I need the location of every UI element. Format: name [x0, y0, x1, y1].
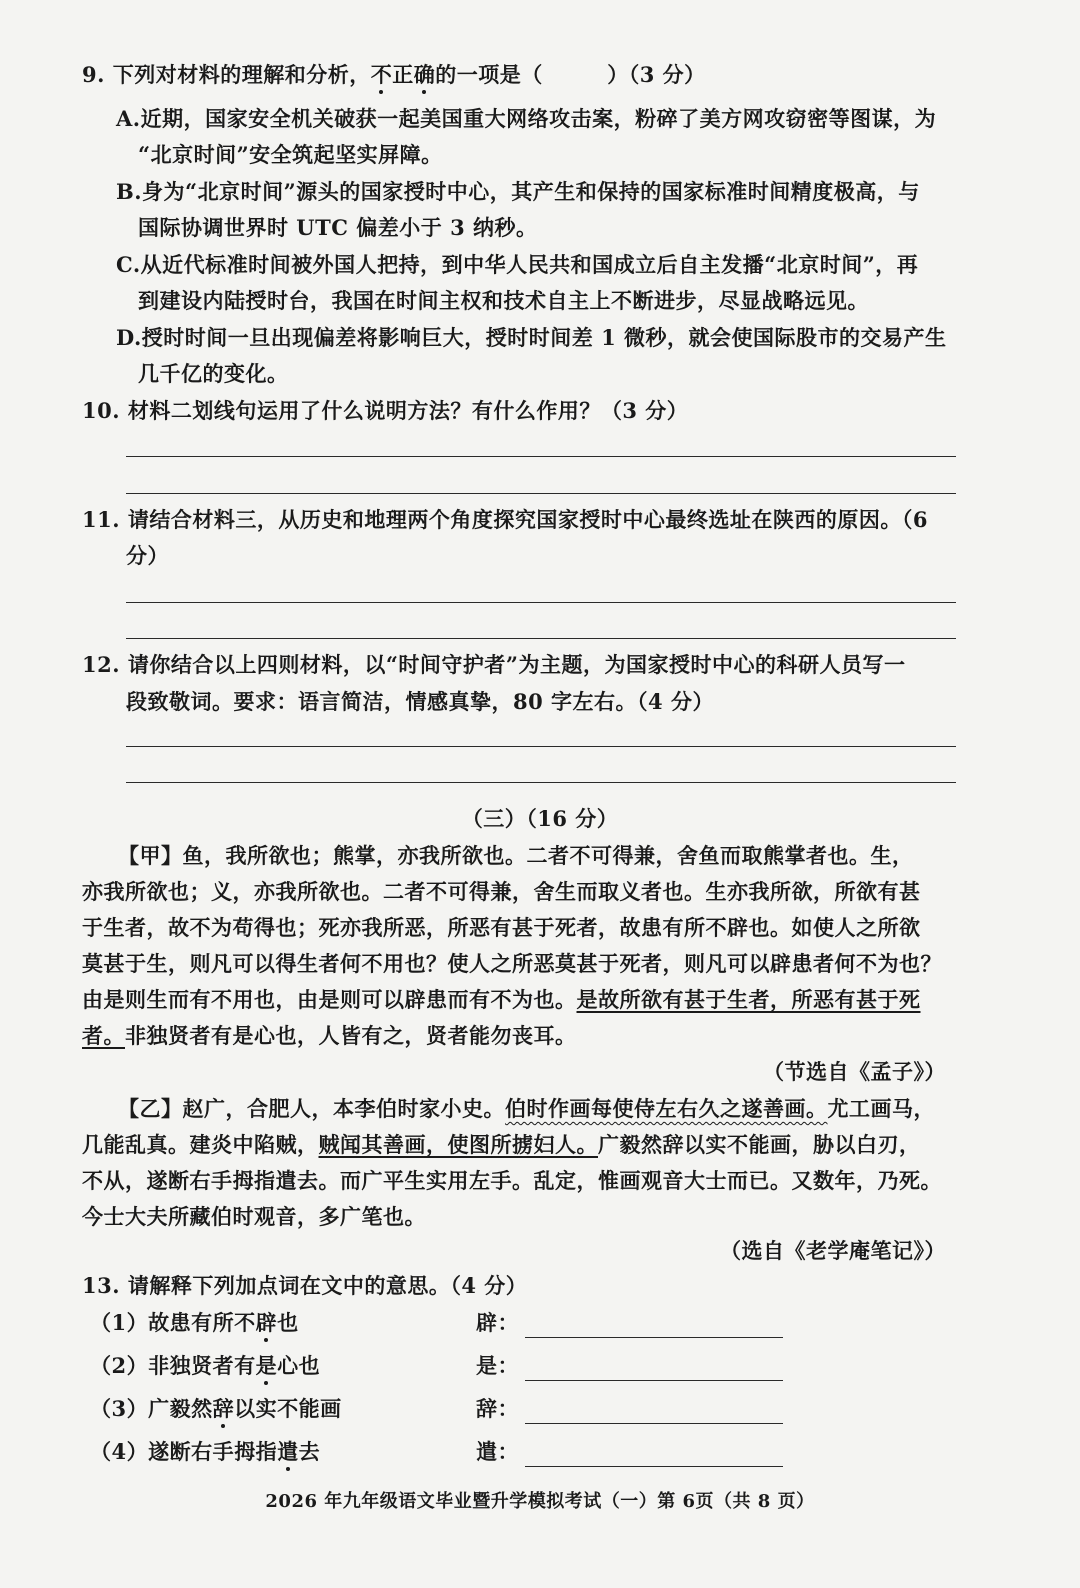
passage-text: 尤工画马， — [827, 1096, 935, 1121]
q9-stem — [82, 60, 706, 90]
q9-option-b-cont: 国际协调世界时 UTC 偏差小于 3 纳秒。 — [138, 215, 538, 240]
q10-stem: 10. 材料二划线句运用了什么说明方法？有什么作用？（3 分） — [82, 398, 689, 423]
answer-line[interactable] — [126, 638, 956, 639]
q12-stem-cont: 段致敬词。要求：语言简洁，情感真挚，80 字左右。（4 分） — [126, 689, 714, 714]
passage-yi-source: （选自《老学庵笔记》） — [720, 1238, 946, 1263]
passage-jia-line: 亦我所欲也；义，亦我所欲也。二者不可得兼，舍生而取义者也。生亦我所欲，所欲有甚 — [82, 879, 921, 904]
q13-answer — [476, 1394, 783, 1424]
q9-option-c: C.从近代标准时间被外国人把持，到中华人民共和国成立后自主发播“北京时间”，再 — [116, 252, 919, 277]
emphasis-dot-char: 是 — [256, 1351, 278, 1381]
emphasis-dot-char: 遣 — [277, 1437, 299, 1467]
q13-item-text: （3）广毅然 — [90, 1396, 213, 1421]
answer-blank[interactable] — [525, 1315, 783, 1338]
q9-option-b: B.身为“北京时间”源头的国家授时中心，其产生和保持的国家标准时间精度极高，与 — [116, 179, 920, 204]
passage-jia-line — [82, 1021, 577, 1051]
q13-item-text: 也 — [277, 1310, 299, 1335]
q13-item-text: 去 — [298, 1439, 321, 1464]
passage-jia-line: 莫甚于生，则凡可以得生者何不用也？使人之所恶莫甚于死者，则凡可以辟患者何不为也？ — [82, 951, 942, 976]
q11-stem-cont: 分） — [126, 543, 169, 568]
emphasis-dot-char: 确 — [414, 60, 436, 90]
q9-stem-text: 的一项是（ ）（3 分） — [435, 62, 706, 87]
underlined-sentence: 者。 — [82, 1023, 125, 1048]
answer-line[interactable] — [126, 456, 956, 457]
q9-option-a-cont: “北京时间”安全筑起坚实屏障。 — [138, 142, 443, 167]
passage-yi-line: 不从，遂断右手拇指遣去。而广平生实用左手。乱定，惟画观音大士而已。又数年，乃死。 — [82, 1168, 942, 1193]
q13-word-label: 遣： — [476, 1439, 519, 1464]
q11-stem: 11. 请结合材料三，从历史和地理两个角度探究国家授时中心最终选址在陕西的原因。（6 — [82, 507, 928, 532]
q13-answer — [476, 1437, 783, 1467]
passage-yi-line: 今士大夫所藏伯时观音，多广笔也。 — [82, 1204, 426, 1229]
q13-item — [90, 1394, 342, 1424]
q13-item — [90, 1308, 299, 1338]
passage-text: 由是则生而有不用也，由是则可以辟患而有不为也。 — [82, 987, 577, 1012]
q9-option-d: D.授时时间一旦出现偏差将影响巨大，授时时间差 1 微秒，就会使国际股市的交易产生 — [116, 325, 947, 350]
q13-item-text: 以实不能画 — [234, 1396, 342, 1421]
q13-word-label: 辞： — [476, 1396, 519, 1421]
q13-answer — [476, 1351, 783, 1381]
passage-yi-line — [82, 1130, 921, 1160]
answer-line[interactable] — [126, 493, 956, 494]
q13-word-label: 辟： — [476, 1310, 519, 1335]
q9-option-c-cont: 到建设内陆授时台，我国在时间主权和技术自主上不断进步，尽显战略远见。 — [138, 288, 869, 313]
q13-word-label: 是： — [476, 1353, 519, 1378]
answer-blank[interactable] — [525, 1358, 783, 1381]
passage-text: 非独贤者有是心也，人皆有之，贤者能勿丧耳。 — [125, 1023, 577, 1048]
q13-item-text: （2）非独贤者有 — [90, 1353, 256, 1378]
passage-text: 几能乱真。建炎中陷贼， — [82, 1132, 319, 1157]
q13-item — [90, 1351, 320, 1381]
q13-item-text: 心也 — [277, 1353, 321, 1378]
passage-jia-source: （节选自《孟子》） — [763, 1059, 946, 1084]
q13-item-text: （4）遂断右手拇指 — [90, 1439, 278, 1464]
answer-blank[interactable] — [525, 1401, 783, 1424]
passage-yi-line — [118, 1094, 935, 1124]
section-title: （三）（16 分） — [461, 806, 619, 831]
q13-stem: 13. 请解释下列加点词在文中的意思。（4 分） — [82, 1273, 528, 1298]
underlined-sentence: 是故所欲有甚于生者，所恶有甚于死 — [576, 987, 921, 1012]
passage-text: 广毅然辞以实不能画，胁以白刃， — [598, 1132, 921, 1157]
answer-line[interactable] — [126, 602, 956, 603]
answer-blank[interactable] — [525, 1444, 783, 1467]
q13-item-text: （1）故患有所不 — [90, 1310, 256, 1335]
answer-line[interactable] — [126, 746, 956, 747]
answer-line[interactable] — [126, 782, 956, 783]
passage-jia-line: 【甲】鱼，我所欲也；熊掌，亦我所欲也。二者不可得兼，舍鱼而取熊掌者也。生， — [118, 843, 914, 868]
q12-stem: 12. 请你结合以上四则材料，以“时间守护者”为主题，为国家授时中心的科研人员写一 — [82, 652, 906, 677]
q13-answer — [476, 1308, 783, 1338]
q13-item — [90, 1437, 320, 1467]
q9-option-a: A.近期，国家安全机关破获一起美国重大网络攻击案，粉碎了美方网攻窃密等图谋，为 — [116, 106, 937, 131]
q9-stem-text: 9. 下列对材料的理解和分析， — [82, 62, 371, 87]
passage-jia-line: 于生者，故不为苟得也；死亦我所恶，所恶有甚于死者，故患有所不辟也。如使人之所欲 — [82, 915, 921, 940]
wavy-underlined-sentence: 伯时作画每使侍左右久之遂善画。 — [505, 1096, 828, 1121]
q9-option-d-cont: 几千亿的变化。 — [138, 361, 289, 386]
emphasis-dot-char: 辟 — [256, 1308, 278, 1338]
underlined-sentence: 贼闻其善画，使图所掳妇人。 — [318, 1132, 598, 1157]
passage-text: 【乙】赵广，合肥人，本李伯时家小史。 — [118, 1096, 505, 1121]
passage-jia-line — [82, 985, 921, 1015]
emphasis-dot-char: 辞 — [213, 1394, 235, 1424]
q9-stem-text: 正 — [392, 62, 414, 87]
page-footer: 2026 年九年级语文毕业暨升学模拟考试（一）第 6页（共 8 页） — [265, 1491, 815, 1512]
emphasis-dot-char: 不 — [371, 60, 393, 90]
